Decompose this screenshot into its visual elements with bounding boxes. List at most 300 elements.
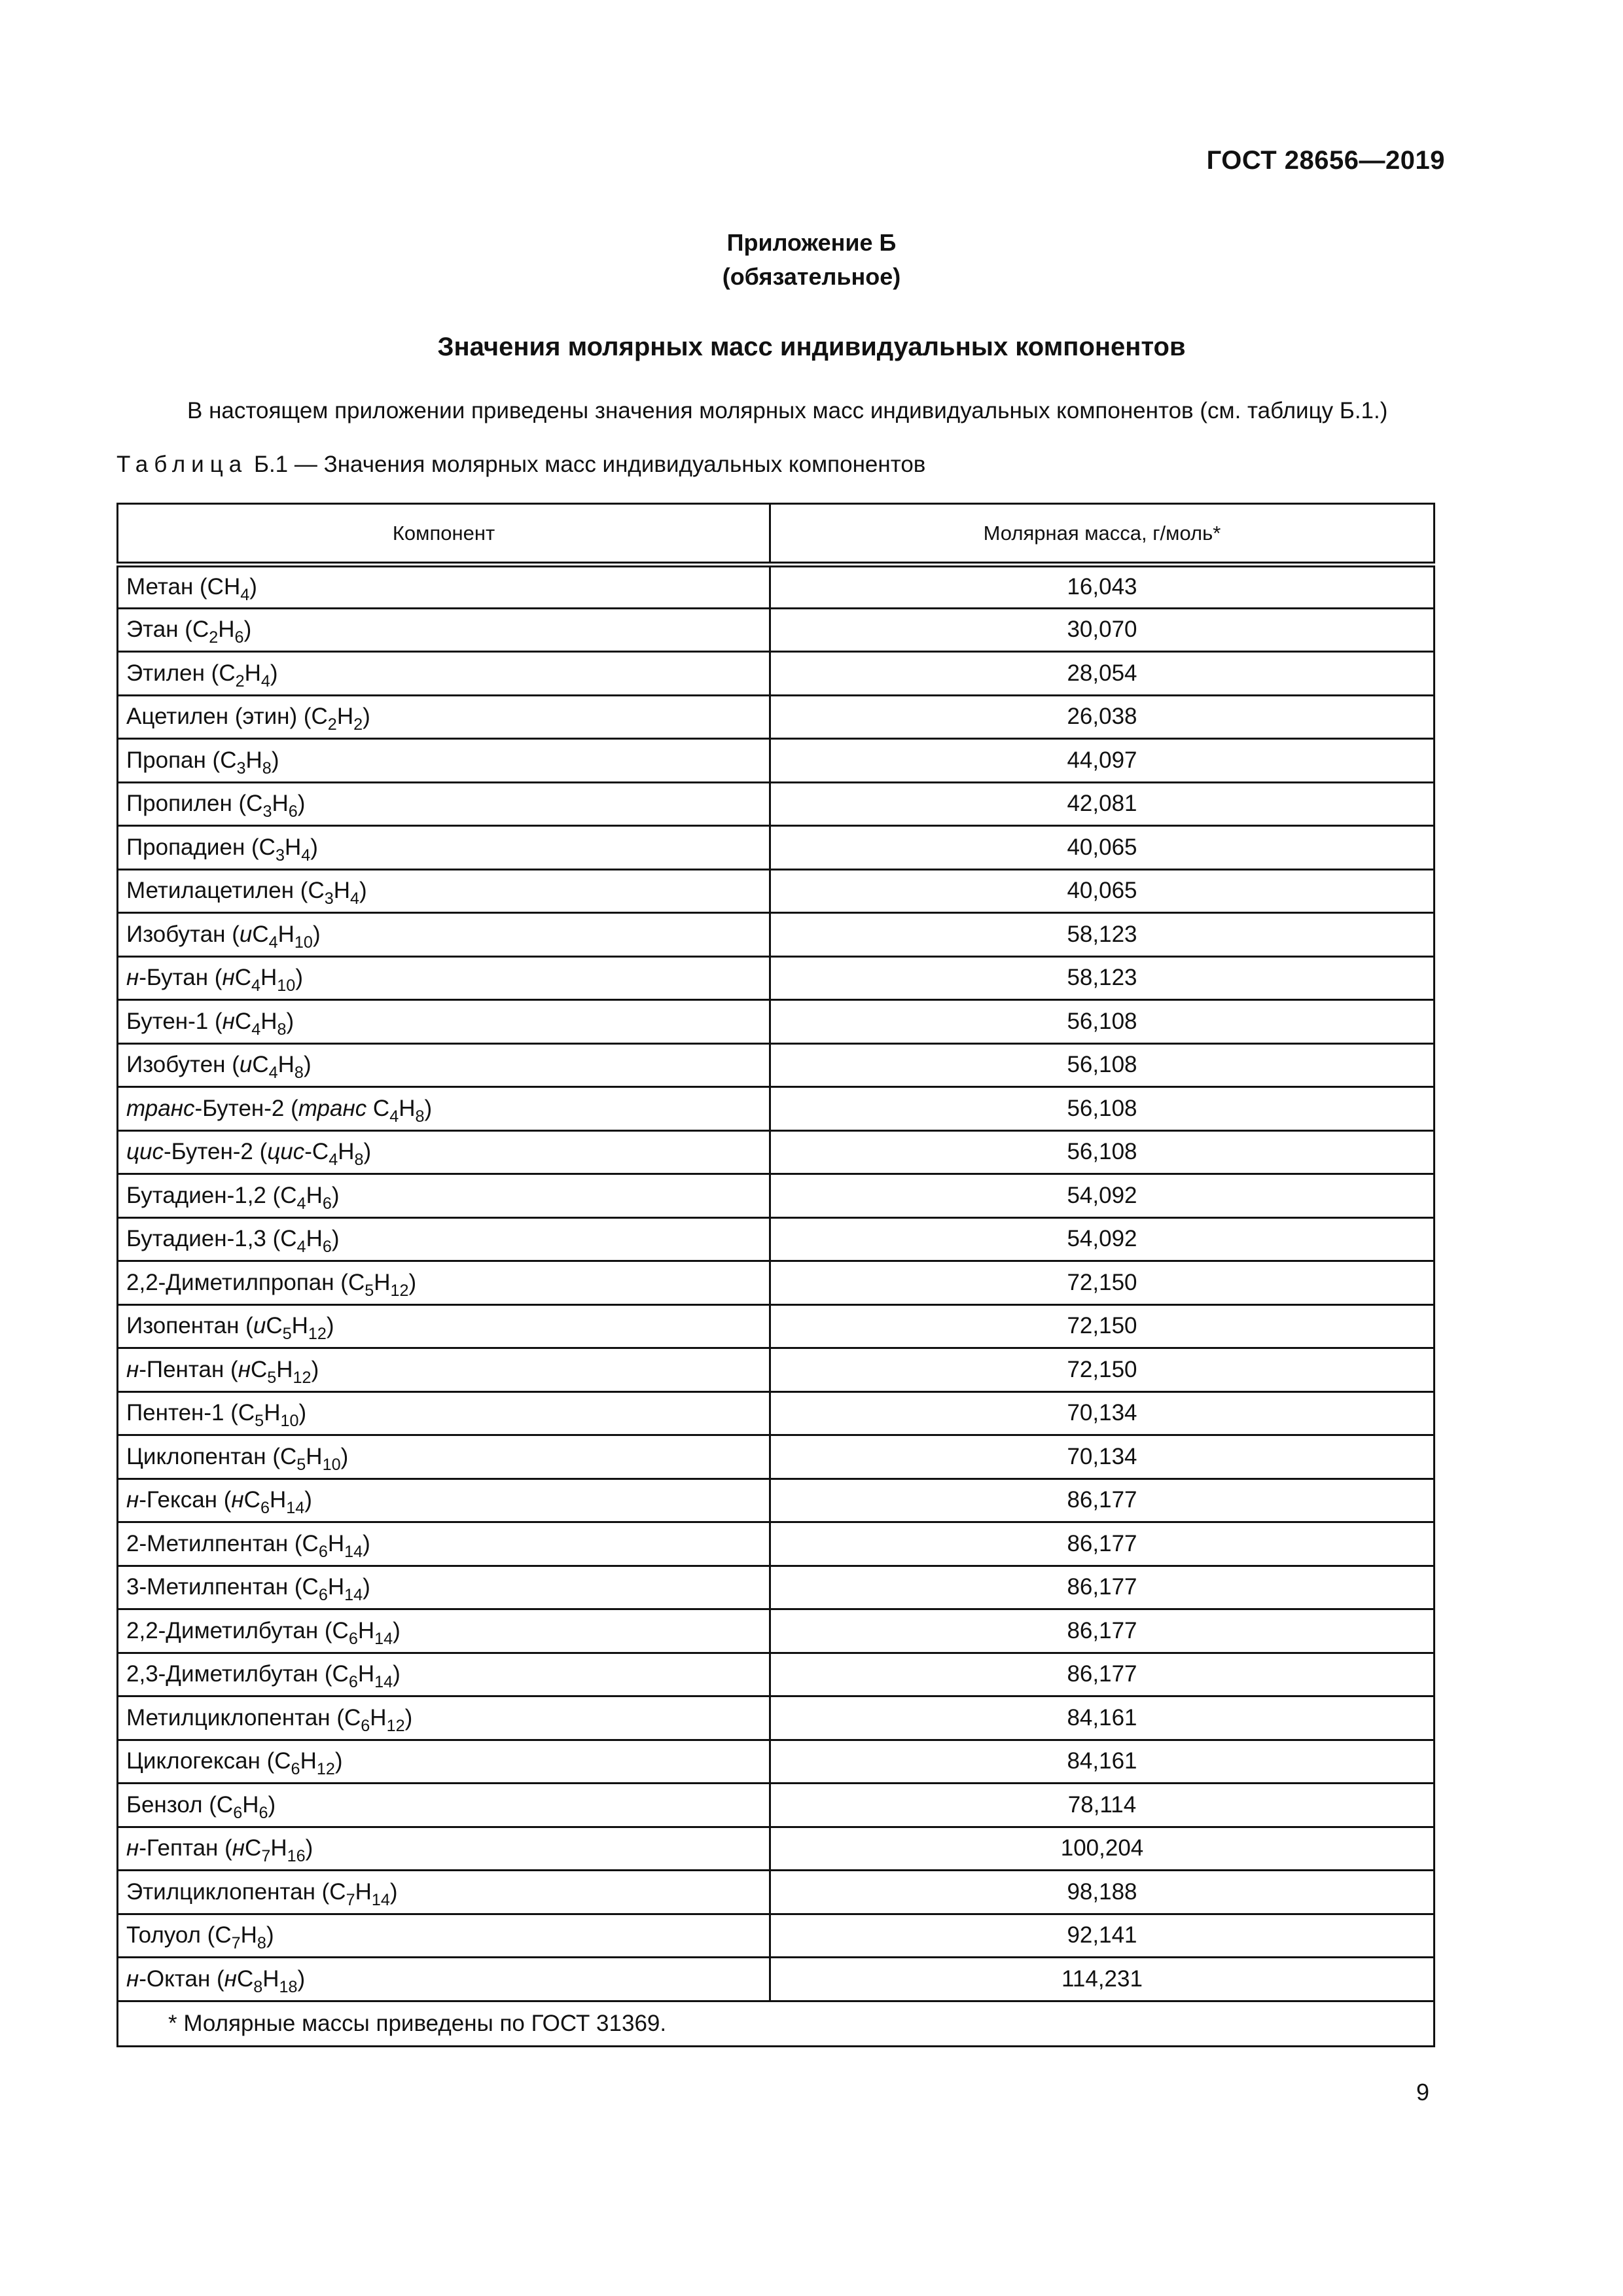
table-row — [118, 652, 1435, 696]
italic-prefix: н — [231, 1487, 244, 1513]
component-text: C — [243, 1487, 260, 1513]
molar-mass-cell: 86,177 — [770, 1566, 1435, 1609]
intro-paragraph: В настоящем приложении приведены значения молярных масс индивидуальных компонентов (см. таблицу Б.1.) — [187, 398, 1388, 423]
component-text: Циклопентан (C — [126, 1443, 297, 1469]
table-row — [118, 1914, 1435, 1958]
formula-subscript: 4 — [260, 672, 270, 691]
component-text: ) — [268, 1791, 276, 1818]
component-text: Пропан (C — [126, 747, 237, 773]
component-text: H — [262, 1965, 279, 1992]
molar-mass-cell: 16,043 — [770, 565, 1435, 609]
component-name-cell — [118, 695, 770, 739]
molar-mass-cell: 84,161 — [770, 1696, 1435, 1740]
formula-subscript: 12 — [316, 1760, 335, 1779]
molar-mass-cell: 86,177 — [770, 1609, 1435, 1653]
formula-subscript: 4 — [296, 1194, 306, 1213]
component-text: Ацетилен (этин) (C — [126, 704, 328, 730]
table-row — [118, 869, 1435, 913]
component-text: H — [244, 660, 261, 686]
component-text: -Пентан ( — [139, 1356, 238, 1382]
formula-subscript: 6 — [361, 1716, 370, 1735]
component-text: Бензол (C — [126, 1791, 234, 1818]
formula-subscript: 3 — [236, 759, 246, 778]
component-text: H — [374, 1269, 391, 1295]
molar-mass-cell: 100,204 — [770, 1827, 1435, 1871]
component-text: C — [234, 965, 251, 991]
italic-prefix: н — [126, 1835, 139, 1861]
formula-subscript: 8 — [294, 1064, 304, 1083]
annex-title: Приложение Б — [726, 229, 897, 256]
formula-subscript: 6 — [233, 1803, 243, 1822]
molar-mass-cell: 70,134 — [770, 1391, 1435, 1435]
formula-subscript: 4 — [268, 1064, 278, 1083]
molar-mass-cell: 26,038 — [770, 695, 1435, 739]
formula-subscript: 2 — [235, 672, 245, 691]
table-row — [118, 1391, 1435, 1435]
component-text: -Бутан ( — [139, 965, 223, 991]
annex-status: (обязательное) — [722, 263, 901, 290]
formula-subscript: 14 — [374, 1673, 393, 1692]
component-text: ) — [298, 1400, 307, 1426]
document-code: ГОСТ 28656—2019 — [1206, 146, 1445, 175]
component-text: Этан (C — [126, 617, 209, 643]
table-row — [118, 1087, 1435, 1131]
component-text: H — [357, 1661, 375, 1687]
molar-mass-cell: 84,161 — [770, 1740, 1435, 1784]
component-text: H — [269, 1487, 287, 1513]
italic-prefix: н — [126, 1487, 139, 1513]
component-text: ) — [326, 1313, 334, 1339]
molar-mass-cell: 58,123 — [770, 913, 1435, 957]
component-name-cell — [118, 1000, 770, 1044]
component-text: H — [291, 1313, 308, 1339]
table-row — [118, 1566, 1435, 1609]
molar-mass-cell: 42,081 — [770, 782, 1435, 826]
formula-subscript: 6 — [234, 628, 244, 647]
formula-subscript: 3 — [324, 889, 334, 908]
molar-mass-cell: 72,150 — [770, 1304, 1435, 1348]
molar-mass-cell: 58,123 — [770, 956, 1435, 1000]
component-text: ) — [297, 791, 306, 817]
component-text: C — [234, 1008, 252, 1034]
component-text: ) — [249, 574, 257, 600]
component-text: H — [218, 617, 235, 643]
formula-subscript: 3 — [275, 846, 285, 865]
component-name-cell — [118, 1304, 770, 1348]
component-text: H — [264, 1400, 281, 1426]
component-text: Этилциклопентан (C — [126, 1878, 346, 1905]
table-row — [118, 1435, 1435, 1479]
component-text: ) — [331, 1182, 340, 1208]
component-text: H — [240, 1922, 257, 1948]
table-row — [118, 1696, 1435, 1740]
formula-subscript: 6 — [318, 1586, 328, 1605]
molar-mass-cell: 86,177 — [770, 1479, 1435, 1522]
component-text: H — [260, 1008, 277, 1034]
component-text: C — [252, 1052, 269, 1078]
component-text: ) — [389, 1878, 398, 1905]
component-name-cell — [118, 1174, 770, 1218]
component-text: H — [370, 1704, 387, 1731]
component-name-cell — [118, 1043, 770, 1087]
table-body — [118, 565, 1435, 2047]
component-text: -Гексан ( — [139, 1487, 232, 1513]
molar-mass-cell: 28,054 — [770, 652, 1435, 696]
italic-prefix: и — [253, 1313, 266, 1339]
component-name-cell — [118, 1653, 770, 1696]
formula-subscript: 8 — [257, 1934, 266, 1953]
component-text: ) — [312, 921, 321, 947]
molar-mass-cell: 40,065 — [770, 869, 1435, 913]
component-text: Пентен-1 (C — [126, 1400, 255, 1426]
table-row — [118, 1740, 1435, 1784]
formula-subscript: 4 — [251, 1020, 261, 1039]
component-text: ) — [266, 1922, 274, 1948]
formula-subscript: 10 — [277, 977, 296, 996]
formula-subscript: 14 — [344, 1542, 363, 1561]
component-name-cell — [118, 1261, 770, 1305]
formula-subscript: 14 — [371, 1890, 390, 1909]
formula-subscript: 12 — [390, 1281, 409, 1300]
component-text: -C — [304, 1139, 329, 1165]
formula-subscript: 4 — [296, 1238, 306, 1257]
formula-subscript: 6 — [318, 1542, 328, 1561]
component-text: ) — [408, 1269, 417, 1295]
component-text: C — [252, 921, 269, 947]
component-text: Толуол (C — [126, 1922, 232, 1948]
italic-prefix: н — [126, 1965, 139, 1992]
component-text: Пропилен (C — [126, 791, 263, 817]
table-row — [118, 1217, 1435, 1261]
component-text: H — [338, 1139, 355, 1165]
component-name-cell — [118, 1740, 770, 1784]
molar-mass-cell: 92,141 — [770, 1914, 1435, 1958]
component-text: Бутен-1 ( — [126, 1008, 223, 1034]
component-text: H — [245, 747, 262, 773]
table-row — [118, 1784, 1435, 1827]
formula-subscript: 6 — [259, 1803, 268, 1822]
component-text: Изопентан ( — [126, 1313, 253, 1339]
formula-subscript: 10 — [294, 933, 313, 952]
component-text: ) — [243, 617, 252, 643]
component-name-cell — [118, 1871, 770, 1914]
molar-mass-cell: 44,097 — [770, 739, 1435, 783]
italic-prefix: цис — [267, 1139, 305, 1165]
component-text: ) — [305, 1835, 313, 1861]
formula-subscript: 6 — [260, 1499, 270, 1518]
component-text: H — [277, 921, 294, 947]
table-row — [118, 956, 1435, 1000]
table-row — [118, 1653, 1435, 1696]
molar-mass-cell: 72,150 — [770, 1261, 1435, 1305]
component-text: ) — [271, 747, 279, 773]
component-text: H — [300, 1748, 317, 1774]
component-name-cell — [118, 1566, 770, 1609]
formula-subscript: 14 — [344, 1586, 363, 1605]
component-text: ) — [286, 1008, 294, 1034]
formula-subscript: 4 — [329, 1151, 338, 1170]
molar-mass-cell: 54,092 — [770, 1217, 1435, 1261]
molar-mass-cell: 70,134 — [770, 1435, 1435, 1479]
table-row — [118, 1609, 1435, 1653]
component-text: ) — [311, 1356, 319, 1382]
table-footnote: * Молярные массы приведены по ГОСТ 31369. — [118, 2001, 1435, 2046]
formula-subscript: 8 — [253, 1977, 263, 1996]
italic-prefix: н — [224, 1965, 237, 1992]
molar-mass-cell: 56,108 — [770, 1087, 1435, 1131]
formula-subscript: 5 — [296, 1455, 306, 1474]
component-text: H — [277, 1052, 294, 1078]
component-text: H — [336, 704, 354, 730]
component-name-cell — [118, 1130, 770, 1174]
table-row — [118, 1958, 1435, 2001]
component-text: ) — [303, 1052, 312, 1078]
component-text: H — [357, 1617, 375, 1643]
table-row — [118, 1043, 1435, 1087]
molar-mass-cell: 78,114 — [770, 1784, 1435, 1827]
component-name-cell — [118, 1522, 770, 1566]
component-text: -Октан ( — [139, 1965, 224, 1992]
component-name-cell — [118, 1217, 770, 1261]
component-text: -Бутен-2 ( — [194, 1095, 298, 1121]
component-name-cell — [118, 1784, 770, 1827]
component-text: 2,2-Диметилбутан (C — [126, 1617, 349, 1643]
table-header-row — [118, 504, 1435, 565]
component-text: ) — [424, 1095, 433, 1121]
formula-subscript: 5 — [255, 1412, 264, 1431]
table-row — [118, 608, 1435, 652]
component-text: -Гептан ( — [139, 1835, 232, 1861]
table-row — [118, 1000, 1435, 1044]
component-name-cell — [118, 782, 770, 826]
component-text: C — [266, 1313, 283, 1339]
table-row — [118, 739, 1435, 783]
formula-subscript: 8 — [262, 759, 272, 778]
component-text: ) — [363, 1574, 370, 1600]
component-name-cell — [118, 1914, 770, 1958]
formula-subscript: 6 — [322, 1194, 332, 1213]
molar-mass-table — [116, 503, 1435, 2047]
molar-mass-cell: 54,092 — [770, 1174, 1435, 1218]
component-text: Бутадиен-1,2 (C — [126, 1182, 297, 1208]
component-name-cell — [118, 652, 770, 696]
formula-subscript: 12 — [308, 1325, 327, 1344]
component-text: ) — [304, 1487, 312, 1513]
formula-subscript: 16 — [287, 1847, 306, 1866]
component-name-cell — [118, 1958, 770, 2001]
component-text: ) — [334, 1748, 343, 1774]
column-header-molar-mass: Молярная масса, г/моль* — [770, 504, 1435, 565]
formula-subscript: 5 — [282, 1325, 292, 1344]
table-row — [118, 782, 1435, 826]
component-name-cell — [118, 826, 770, 870]
formula-subscript: 7 — [346, 1890, 355, 1909]
component-name-cell — [118, 1479, 770, 1522]
component-text: C — [245, 1835, 262, 1861]
component-name-cell — [118, 913, 770, 957]
table-caption-text: Б.1 — Значения молярных масс индивидуальных компонентов — [253, 452, 926, 477]
formula-subscript: 4 — [350, 889, 360, 908]
molar-mass-cell: 56,108 — [770, 1043, 1435, 1087]
italic-prefix: транс — [126, 1095, 195, 1121]
italic-prefix: н — [126, 1356, 139, 1382]
formula-subscript: 5 — [365, 1281, 374, 1300]
component-name-cell — [118, 869, 770, 913]
formula-subscript: 3 — [262, 802, 272, 821]
formula-subscript: 10 — [322, 1455, 341, 1474]
formula-subscript: 2 — [353, 715, 363, 734]
component-text: ) — [393, 1617, 401, 1643]
table-caption — [116, 452, 925, 478]
component-text: ) — [270, 660, 278, 686]
component-text: ) — [404, 1704, 413, 1731]
component-text: C — [250, 1356, 268, 1382]
component-text: H — [276, 1356, 293, 1382]
italic-prefix: н — [126, 965, 139, 991]
component-text: H — [355, 1878, 372, 1905]
component-name-cell — [118, 565, 770, 609]
formula-subscript: 2 — [327, 715, 337, 734]
component-text: Метилацетилен (C — [126, 878, 325, 904]
formula-subscript: 12 — [293, 1368, 312, 1387]
table-row — [118, 1479, 1435, 1522]
component-text: H — [242, 1791, 259, 1818]
section-title: Значения молярных масс индивидуальных компонентов — [437, 332, 1186, 361]
italic-prefix: н — [222, 965, 235, 991]
component-text: -Бутен-2 ( — [163, 1139, 268, 1165]
component-text: H — [306, 1182, 323, 1208]
formula-subscript: 6 — [288, 802, 298, 821]
italic-prefix: транс — [298, 1095, 367, 1121]
table-row — [118, 695, 1435, 739]
component-name-cell — [118, 1609, 770, 1653]
component-text: ) — [310, 834, 318, 860]
formula-subscript: 14 — [374, 1629, 393, 1648]
italic-prefix: н — [232, 1835, 245, 1861]
formula-subscript: 4 — [301, 846, 311, 865]
component-text: ) — [359, 878, 367, 904]
table-row — [118, 913, 1435, 957]
component-text: ) — [363, 1139, 372, 1165]
component-text: ) — [363, 704, 370, 730]
table-row — [118, 1522, 1435, 1566]
component-text: 2,2-Диметилпропан (C — [126, 1269, 365, 1295]
column-header-component: Компонент — [118, 504, 770, 565]
formula-subscript: 8 — [277, 1020, 287, 1039]
table-row — [118, 565, 1435, 609]
table-footnote-row — [118, 2001, 1435, 2046]
component-name-cell — [118, 739, 770, 783]
formula-subscript: 4 — [268, 933, 278, 952]
component-text: Метилциклопентан (C — [126, 1704, 361, 1731]
component-text: ) — [393, 1661, 401, 1687]
component-text: H — [272, 791, 289, 817]
component-name-cell — [118, 608, 770, 652]
formula-subscript: 14 — [286, 1499, 305, 1518]
italic-prefix: и — [239, 1052, 253, 1078]
formula-subscript: 6 — [348, 1673, 358, 1692]
molar-mass-cell: 72,150 — [770, 1348, 1435, 1392]
table-row — [118, 1304, 1435, 1348]
component-text: ) — [295, 965, 303, 991]
molar-mass-cell: 56,108 — [770, 1130, 1435, 1174]
component-text: C — [236, 1965, 254, 1992]
component-text: Изобутен ( — [126, 1052, 240, 1078]
component-text: Бутадиен-1,3 (C — [126, 1226, 297, 1252]
component-text: H — [327, 1574, 345, 1600]
italic-prefix: цис — [126, 1139, 164, 1165]
component-text: H — [333, 878, 351, 904]
component-text: Этилен (C — [126, 660, 236, 686]
italic-prefix: н — [222, 1008, 235, 1034]
italic-prefix: и — [239, 921, 253, 947]
component-text: Изобутан ( — [126, 921, 240, 947]
molar-mass-cell: 40,065 — [770, 826, 1435, 870]
formula-subscript: 18 — [279, 1977, 298, 1996]
table-row — [118, 1827, 1435, 1871]
component-text: H — [306, 1226, 323, 1252]
component-name-cell — [118, 1391, 770, 1435]
formula-subscript: 6 — [322, 1238, 332, 1257]
molar-mass-cell: 86,177 — [770, 1522, 1435, 1566]
molar-mass-cell: 56,108 — [770, 1000, 1435, 1044]
component-text: ) — [363, 1530, 370, 1556]
component-text: 2,3-Диметилбутан (C — [126, 1661, 349, 1687]
italic-prefix: н — [238, 1356, 251, 1382]
formula-subscript: 4 — [240, 586, 250, 605]
component-text: H — [306, 1443, 323, 1469]
component-text: C — [366, 1095, 390, 1121]
formula-subscript: 6 — [291, 1760, 300, 1779]
component-text: H — [260, 965, 277, 991]
table-row — [118, 826, 1435, 870]
formula-subscript: 4 — [389, 1107, 399, 1126]
formula-subscript: 10 — [280, 1412, 299, 1431]
molar-mass-cell: 30,070 — [770, 608, 1435, 652]
component-text: 2-Метилпентан (C — [126, 1530, 319, 1556]
page-number: 9 — [1416, 2079, 1429, 2106]
table-row — [118, 1174, 1435, 1218]
table-row — [118, 1348, 1435, 1392]
component-name-cell — [118, 1435, 770, 1479]
component-name-cell — [118, 1087, 770, 1131]
formula-subscript: 8 — [415, 1107, 425, 1126]
table-row — [118, 1261, 1435, 1305]
component-text: Пропадиен (C — [126, 834, 276, 860]
formula-subscript: 7 — [261, 1847, 271, 1866]
component-text: ) — [340, 1443, 349, 1469]
formula-subscript: 4 — [251, 977, 260, 996]
component-text: H — [270, 1835, 287, 1861]
component-text: H — [399, 1095, 416, 1121]
component-name-cell — [118, 1827, 770, 1871]
molar-mass-cell: 98,188 — [770, 1871, 1435, 1914]
formula-subscript: 12 — [386, 1716, 405, 1735]
component-text: 3-Метилпентан (C — [126, 1574, 319, 1600]
component-text: H — [284, 834, 302, 860]
component-text: ) — [297, 1965, 306, 1992]
component-name-cell — [118, 1348, 770, 1392]
molar-mass-cell: 114,231 — [770, 1958, 1435, 2001]
table-row — [118, 1130, 1435, 1174]
component-text: ) — [331, 1226, 340, 1252]
component-name-cell — [118, 1696, 770, 1740]
molar-mass-cell: 86,177 — [770, 1653, 1435, 1696]
formula-subscript: 7 — [231, 1934, 241, 1953]
annex-heading — [0, 226, 1623, 294]
formula-subscript: 8 — [354, 1151, 364, 1170]
formula-subscript: 5 — [267, 1368, 277, 1387]
